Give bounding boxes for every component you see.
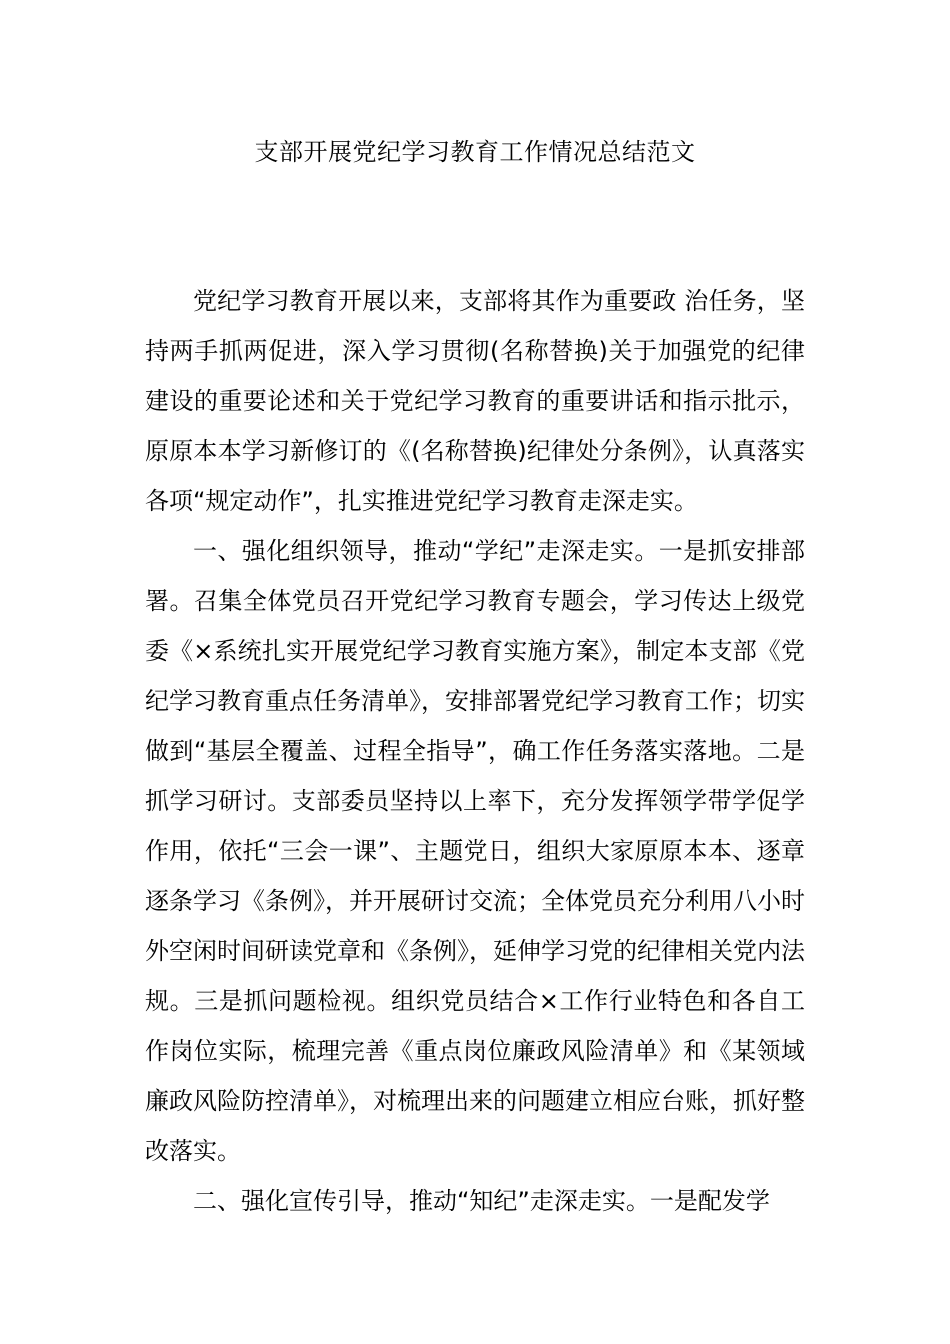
- paragraph-intro: 党纪学习教育开展以来，支部将其作为重要政 治任务，坚持两手抓两促进，深入学习贯彻(名称替换)关于加强党的纪律建设的重要论述和关于党纪学习教育的重要讲话和指示批示，原原本本学习新修订的《(名称替换)纪律处分条例》，认真落实各项“规定动作”，扎实推进党纪学习教育走深走实。: [145, 287, 805, 515]
- paragraph-section-1: 一、强化组织领导，推动“学纪”走深走实。一是抓安排部署。召集全体党员召开党纪学习教育专题会，学习传达上级党委《×系统扎实开展党纪学习教育实施方案》，制定本支部《党纪学习教育重点任务清单》，安排部署党纪学习教育工作；切实做到“基层全覆盖、过程全指导”，确工作任务落实落地。二是抓学习研讨。支部委员坚持以上率下，充分发挥领学带学促学作用，依托“三会一课”、主题党日，组织大家原原本本、逐章逐条学习《条例》，并开展研讨交流；全体党员充分利用八小时外空闲时间研读党章和《条例》，延伸学习党的纪律相关党内法规。三是抓问题检视。组织党员结合×工作行业特色和各自工作岗位实际，梳理完善《重点岗位廉政风险清单》和《某领域廉政风险防控清单》，对梳理出来的问题建立相应台账，抓好整改落实。: [145, 537, 805, 1165]
- document-title: 支部开展党纪学习教育工作情况总结范文: [254, 138, 696, 166]
- paragraph-section-2: 二、强化宣传引导，推动“知纪”走深走实。一是配发学: [193, 1187, 770, 1215]
- document-body: [145, 276, 805, 1226]
